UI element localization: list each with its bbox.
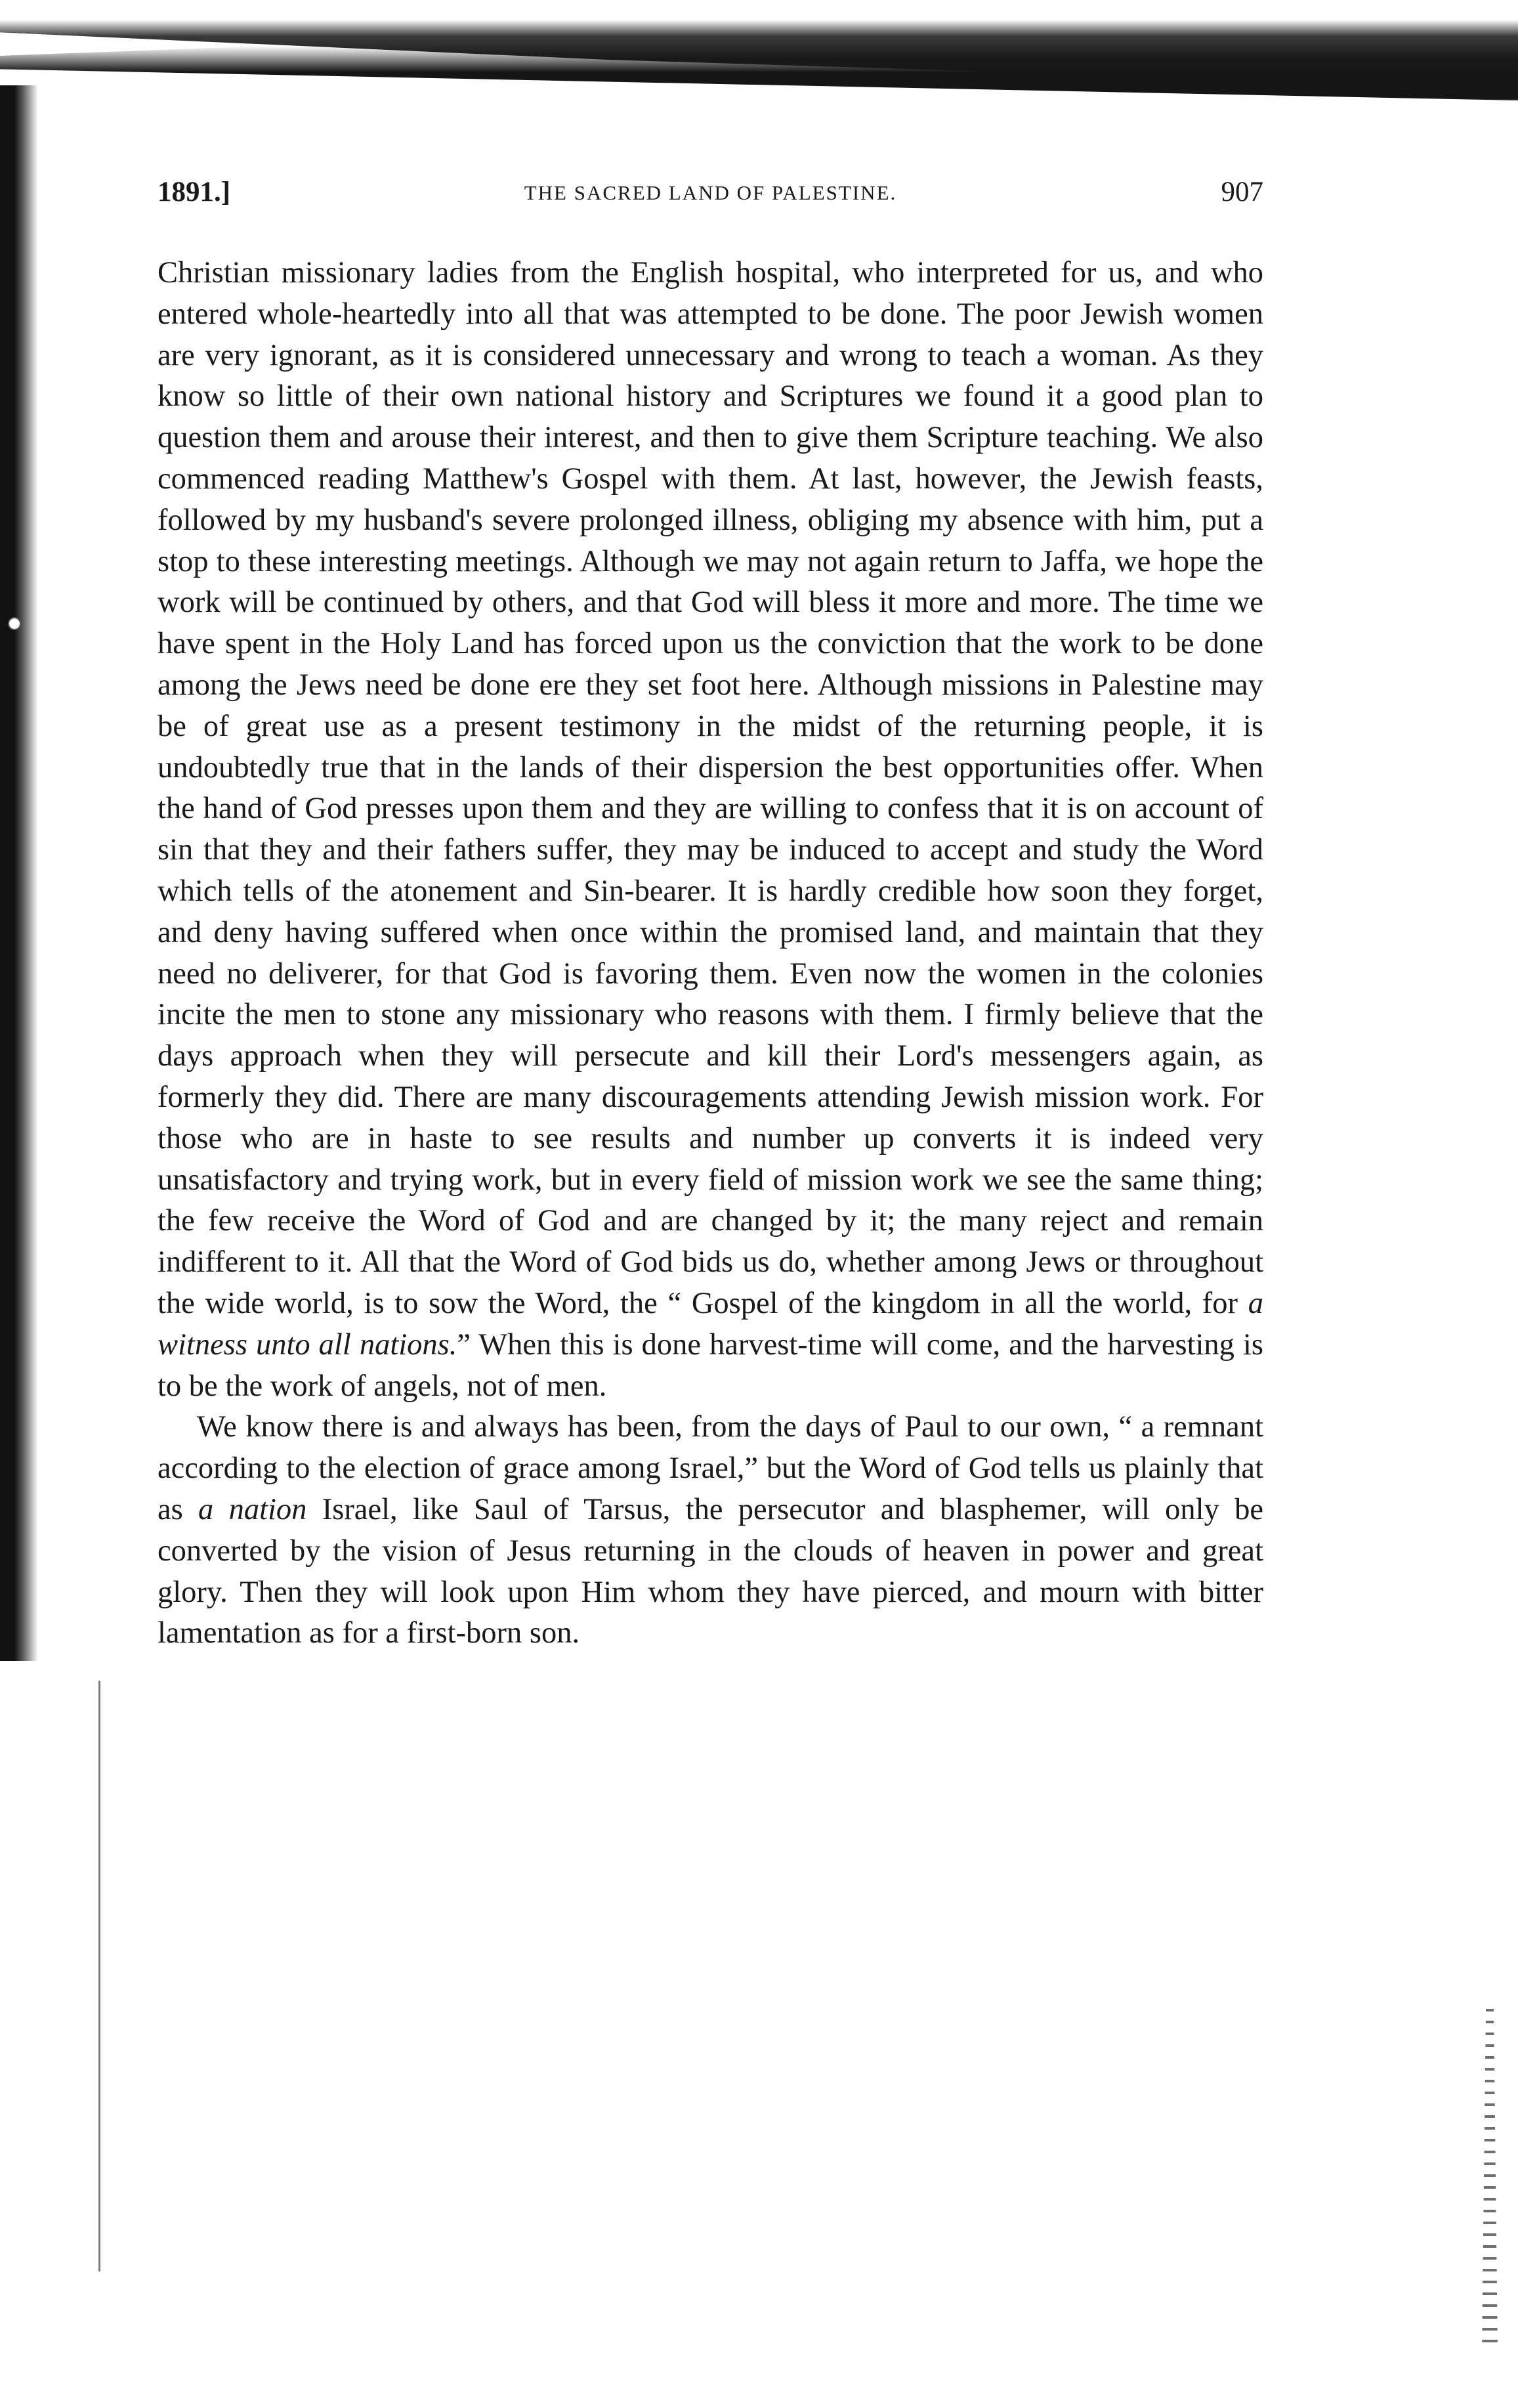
paragraph-2-end: Israel, like Saul of Tarsus, the persecutor and blasphemer, will only be converted by the vision of Jesus returning in the clouds of heaven in power and great glory. Then they will look upon Him whom they have pierced, and mourn with bitter lamentation as for a first-born son. [158, 1492, 1264, 1650]
paragraph-1-text: Christian missionary ladies from the English hospital, who interpreted for us, and who entered whole-heartedly into all that was attempted to be done. The poor Jewish women are very ignorant, as it is considered unnecessary and wrong to teach a woman. As they know so little of their own national history and Scriptures we found it a good plan to question them and arouse their interest, and then to give them Scripture teaching. We also commenced reading Matthew's Gospel with them. At last, however, the Jewish feasts, followed by my husband's severe prolonged illness, obliging my absence with him, put a stop to these interesting meetings. Although we may not again return to Jaffa, we hope the work will be continued by others, and that God will bless it more and more. The time we have spent in the Holy Land has forced upon us the conviction that the work to be done among the Jews need be done ere they set foot here. Although missions in Palestine may be of great use as a present testimony in the midst of the returning people, it is undoubtedly true that in the lands of their dispersion the best opportunities offer. When the hand of God presses upon them and they are willing to confess that it is on account of sin that they and their fathers suffer, they may be induced to accept and study the Word which tells of the atonement and Sin-bearer. It is hardly credible how soon they forget, and deny having suffered when once within the promised land, and maintain that they need no deliverer, for that God is favoring them. Even now the women in the colonies incite the men to stone any missionary who reasons with them. I firmly believe that the days approach when they will persecute and kill their Lord's messengers again, as formerly they did. There are many discouragements attending Jewish mission work. For those who are in haste to see results and number up converts it is indeed very unsatisfactory and trying work, but in every field of mission work we see the same thing; the few receive the Word of God and are changed by it; the many reject and remain indifferent to it. All that the Word of God bids us do, whether among Jews or throughout the wide world, is to sow the Word, the “ Gospel of the kingdom in all the world, for [158, 256, 1263, 1320]
scan-edge-marks [1470, 2009, 1509, 2350]
paragraph-1 [158, 253, 1263, 1407]
scan-margin-line [98, 1681, 100, 2271]
scan-edge-left [0, 85, 38, 1661]
page-body [158, 253, 1263, 1654]
binding-hole [8, 617, 21, 630]
page-number: 907 [1221, 177, 1263, 207]
paragraph-1-italic: a witness unto all nations. [158, 1286, 1264, 1362]
paragraph-2 [158, 1407, 1263, 1654]
paragraph-2-text: We know there is and always has been, from the days of Paul to our own, “ a remnant according to the election of grace among Israel,” but the Word of God tells us plainly that as [158, 1410, 1263, 1526]
header-running-title: THE SACRED LAND OF PALESTINE. [524, 181, 897, 204]
header-year: 1891.] [158, 177, 231, 207]
running-header [158, 176, 1263, 215]
paragraph-1-end: ” When this is done harvest-time will come, and the harvesting is to be the work of angels, not of men. [158, 1327, 1263, 1403]
paragraph-2-italic: a nation [198, 1492, 307, 1526]
